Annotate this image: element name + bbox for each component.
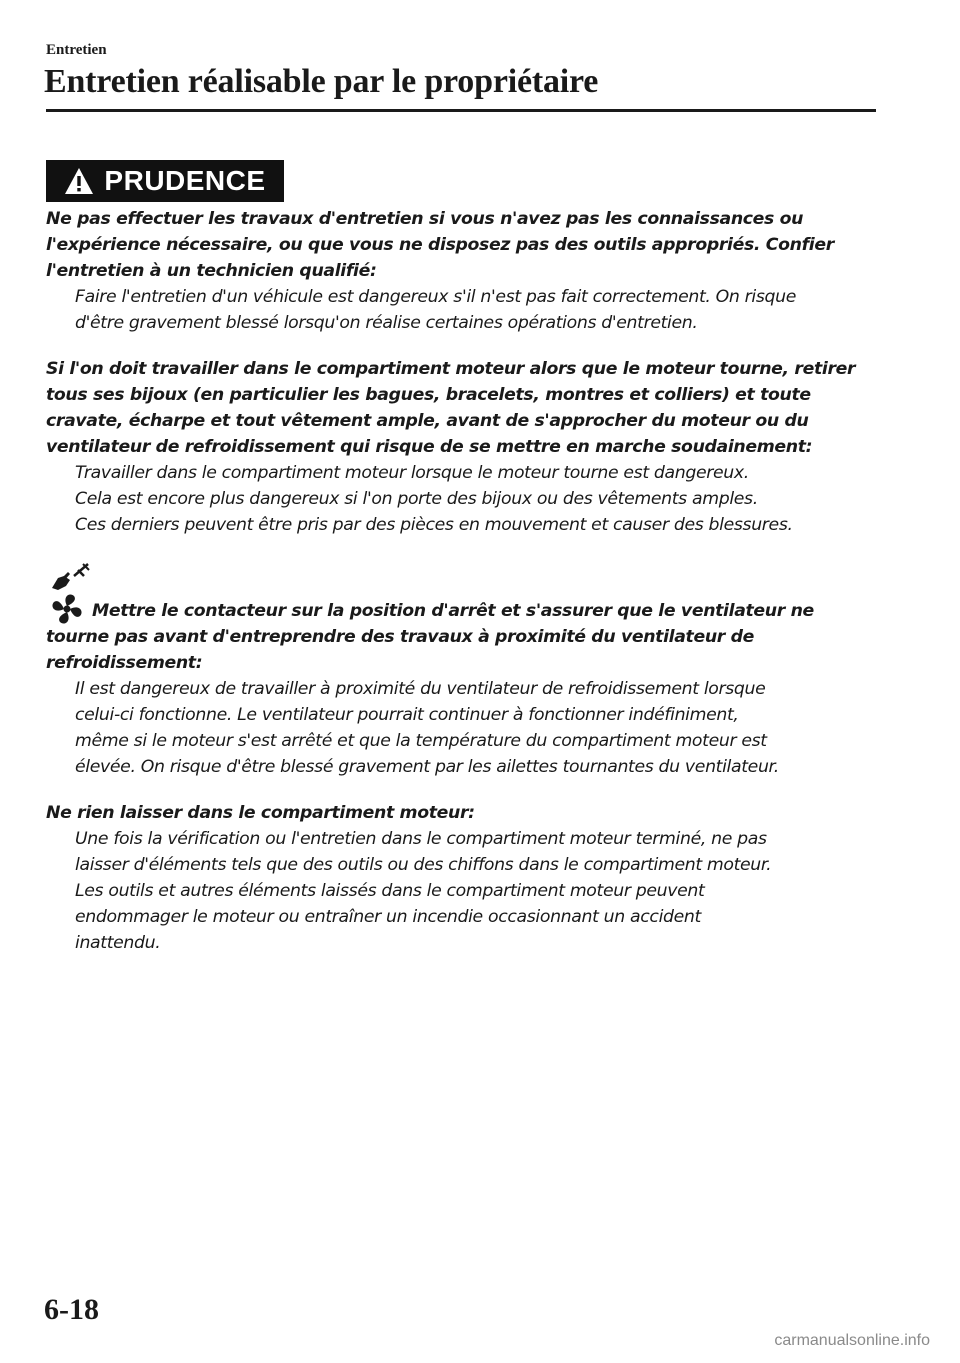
warning-heading-line: Si l'on doit travailler dans le compartiment moteur alors que le moteur tourne, retirer [46, 359, 856, 379]
warning-body-line: Faire l'entretien d'un véhicule est dangereux s'il n'est pas fait correctement. On risque [75, 287, 797, 307]
warning-body-line: Il est dangereux de travailler à proximité du ventilateur de refroidissement lorsque [75, 679, 766, 699]
warning-body-line: celui-ci fonctionne. Le ventilateur pourrait continuer à fonctionner indéfiniment, [75, 705, 739, 725]
warning-body-line: inattendu. [75, 933, 161, 953]
hand-warning-icon [48, 562, 92, 592]
warning-triangle-icon [64, 167, 94, 195]
warning-item [46, 800, 886, 956]
warning-heading-line: Ne pas effectuer les travaux d'entretien si vous n'avez pas les connaissances ou [46, 209, 804, 229]
warning-heading-line: tourne pas avant d'entreprendre des travaux à proximité du ventilateur de [46, 627, 755, 647]
warning-body-line: Les outils et autres éléments laissés dans le compartiment moteur peuvent [75, 881, 705, 901]
fan-warning-icons [46, 562, 96, 624]
warning-item [46, 206, 886, 336]
warning-heading-line: cravate, écharpe et tout vêtement ample, avant de s'approcher du moteur ou du [46, 411, 809, 431]
warning-heading-line: l'expérience nécessaire, ou que vous ne disposez pas des outils appropriés. Confier [46, 235, 834, 255]
page-number: 6-18 [44, 1293, 99, 1326]
warning-body-line: d'être gravement blessé lorsqu'on réalise certaines opérations d'entretien. [75, 313, 698, 333]
warning-heading-line: ventilateur de refroidissement qui risque de se mettre en marche soudainement: [46, 437, 813, 457]
warning-heading-line: Ne rien laisser dans le compartiment moteur: [46, 803, 475, 823]
warning-body-line: même si le moteur s'est arrêté et que la température du compartiment moteur est [75, 731, 767, 751]
warning-body-line: Une fois la vérification ou l'entretien dans le compartiment moteur terminé, ne pas [75, 829, 767, 849]
warning-heading-line: tous ses bijoux (en particulier les bagues, bracelets, montres et colliers) et toute [46, 385, 811, 405]
warning-body-line: Cela est encore plus dangereux si l'on porte des bijoux ou des vêtements amples. [75, 489, 758, 509]
caution-banner [46, 160, 284, 202]
watermark: carmanualsonline.info [774, 1332, 930, 1349]
warning-item [46, 356, 886, 538]
fan-icon [50, 592, 84, 626]
warning-body-line: élevée. On risque d'être blessé gravement par les ailettes tournantes du ventilateur. [75, 757, 779, 777]
warning-body-line: laisser d'éléments tels que des outils ou des chiffons dans le compartiment moteur. [75, 855, 772, 875]
warning-body-line: endommager le moteur ou entraîner un incendie occasionnant un accident [75, 907, 701, 927]
warning-heading-line: Mettre le contacteur sur la position d'arrêt et s'assurer que le ventilateur ne [92, 601, 814, 621]
warning-body-line: Ces derniers peuvent être pris par des pièces en mouvement et causer des blessures. [75, 515, 793, 535]
warning-body-line: Travailler dans le compartiment moteur lorsque le moteur tourne est dangereux. [75, 463, 749, 483]
warning-heading-line: refroidissement: [46, 653, 203, 673]
warning-item-fan [46, 562, 886, 780]
section-label: Entretien [46, 42, 107, 58]
warning-heading-line: l'entretien à un technicien qualifié: [46, 261, 377, 281]
page-title: Entretien réalisable par le propriétaire [44, 63, 599, 100]
caution-label: PRUDENCE [104, 165, 266, 196]
warnings-content [46, 206, 886, 976]
title-divider [46, 109, 876, 112]
